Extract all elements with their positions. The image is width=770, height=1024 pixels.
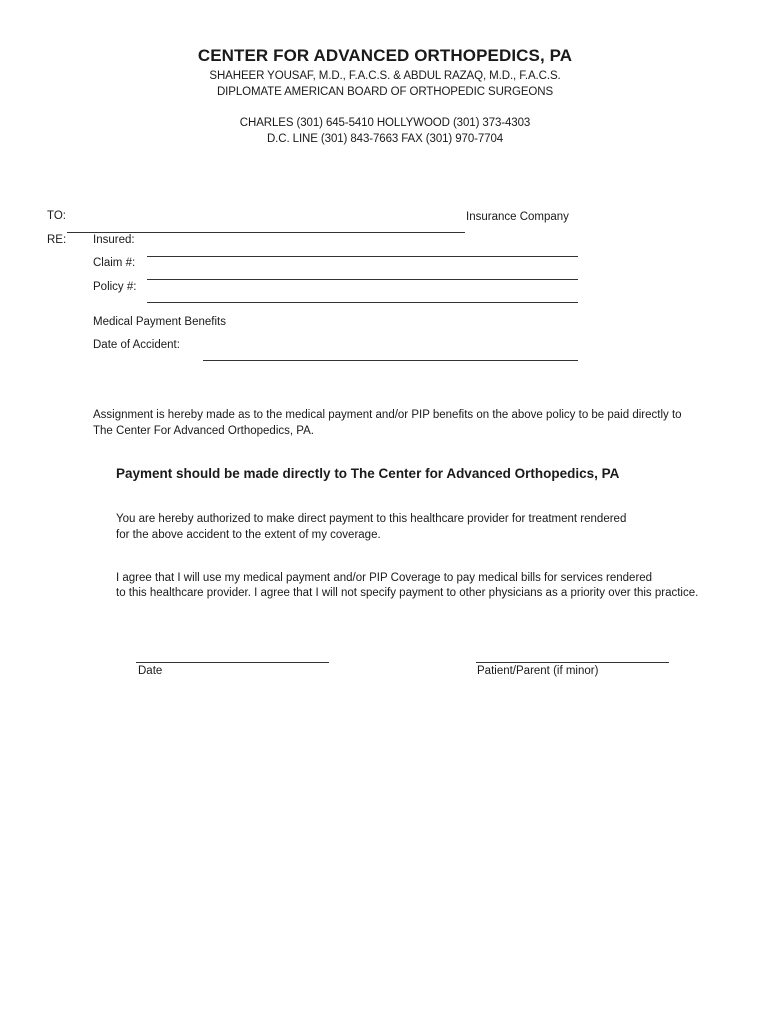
patient-signature-line[interactable] bbox=[476, 662, 669, 663]
claim-label: Claim #: bbox=[93, 257, 136, 269]
medical-payment-label: Medical Payment Benefits bbox=[93, 316, 226, 328]
assignment-line-2: The Center For Advanced Orthopedics, PA. bbox=[93, 425, 314, 437]
date-of-accident-label: Date of Accident: bbox=[93, 339, 180, 351]
practice-title: CENTER FOR ADVANCED ORTHOPEDICS, PA bbox=[197, 46, 573, 65]
insured-label: Insured: bbox=[93, 234, 135, 246]
date-signature-label: Date bbox=[138, 665, 163, 677]
policy-label: Policy #: bbox=[93, 281, 137, 293]
to-label: TO: bbox=[47, 210, 66, 222]
assignment-line-1: Assignment is hereby made as to the medical payment and/or PIP benefits on the above policy to be paid directly to bbox=[93, 409, 682, 421]
agree-line-1: I agree that I will use my medical payment and/or PIP Coverage to pay medical bills for services rendered bbox=[116, 572, 653, 584]
phones-line-1: CHARLES (301) 645-5410 HOLLYWOOD (301) 373-4303 bbox=[239, 117, 531, 129]
board-line: DIPLOMATE AMERICAN BOARD OF ORTHOPEDIC SURGEONS bbox=[216, 86, 554, 98]
re-label: RE: bbox=[47, 234, 67, 246]
payment-heading: Payment should be made directly to The Center for Advanced Orthopedics, PA bbox=[116, 466, 620, 481]
policy-field-line[interactable] bbox=[147, 302, 578, 303]
authorized-line-2: for the above accident to the extent of my coverage. bbox=[116, 529, 381, 541]
authorized-line-1: You are hereby authorized to make direct payment to this healthcare provider for treatment rendered bbox=[116, 513, 627, 525]
patient-signature-label: Patient/Parent (if minor) bbox=[477, 665, 599, 677]
claim-field-line[interactable] bbox=[147, 279, 578, 280]
date-signature-line[interactable] bbox=[136, 662, 329, 663]
phones-line-2: D.C. LINE (301) 843-7663 FAX (301) 970-7704 bbox=[266, 133, 504, 145]
agree-line-2: to this healthcare provider. I agree that I will not specify payment to other physicians as a priority over this practice. bbox=[116, 587, 699, 599]
insured-field-line[interactable] bbox=[147, 256, 578, 257]
date-of-accident-field-line[interactable] bbox=[203, 360, 578, 361]
insurance-company-label: Insurance Company bbox=[466, 211, 569, 223]
doctors-line: SHAHEER YOUSAF, M.D., F.A.C.S. & ABDUL RAZAQ, M.D., F.A.C.S. bbox=[209, 70, 561, 82]
